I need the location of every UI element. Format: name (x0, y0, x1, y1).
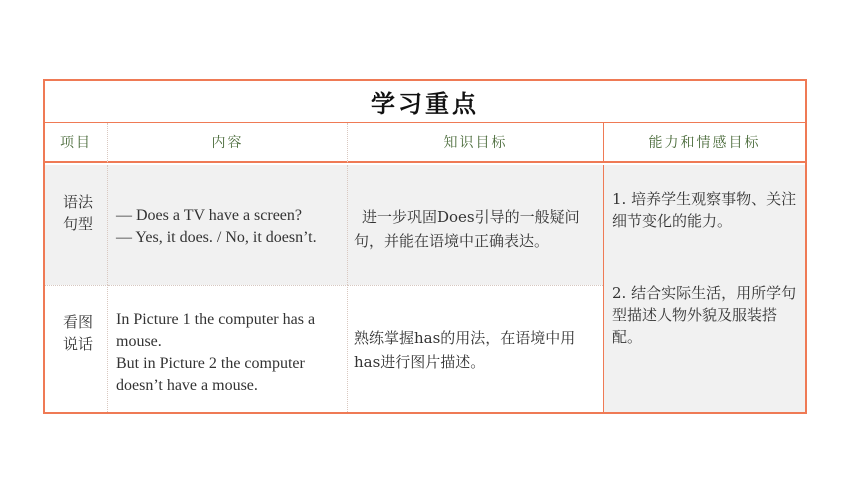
row2-content-cell (108, 285, 348, 412)
row1-item-line1: 语法 (63, 193, 94, 211)
header-item: 项目 (45, 123, 108, 163)
header-ability: 能力和情感目标 (603, 123, 805, 163)
key-points-table (43, 79, 807, 414)
ability-cell (603, 165, 805, 412)
header-content: 内容 (108, 123, 348, 163)
row1-ability-text: 1. 培养学生观察事物、关注细节变化的能力。 (612, 190, 797, 230)
row2-knowledge-cell (348, 285, 603, 412)
row2-ability-text: 2. 结合实际生活，用所学句型描述人物外貌及服装搭配。 (612, 284, 797, 346)
row1-content-line2: — Yes, it does. / No, it doesn’t. (116, 229, 317, 246)
row1-content-line1: — Does a TV have a screen? (116, 207, 302, 224)
row2-item-line2: 说话 (63, 335, 94, 353)
row1-item-cell (45, 165, 108, 285)
row2-content-line2: But in Picture 2 the computer doesn’t have a mouse. (116, 355, 305, 394)
header-knowledge: 知识目标 (348, 123, 603, 163)
row1-knowledge-text: 进一步巩固Does引导的一般疑问句，并能在语境中正确表达。 (354, 208, 580, 250)
row2-content-line1: In Picture 1 the computer has a mouse. (116, 311, 316, 350)
row1-knowledge-cell (348, 165, 603, 285)
row2-item-line1: 看图 (63, 313, 94, 331)
row1-content-cell (108, 165, 348, 285)
row1-item-line2: 句型 (63, 215, 94, 233)
row2-knowledge-text: 熟练掌握has的用法，在语境中用has进行图片描述。 (354, 329, 576, 371)
row2-item-cell (45, 285, 108, 412)
table-title: 学习重点 (45, 81, 805, 123)
